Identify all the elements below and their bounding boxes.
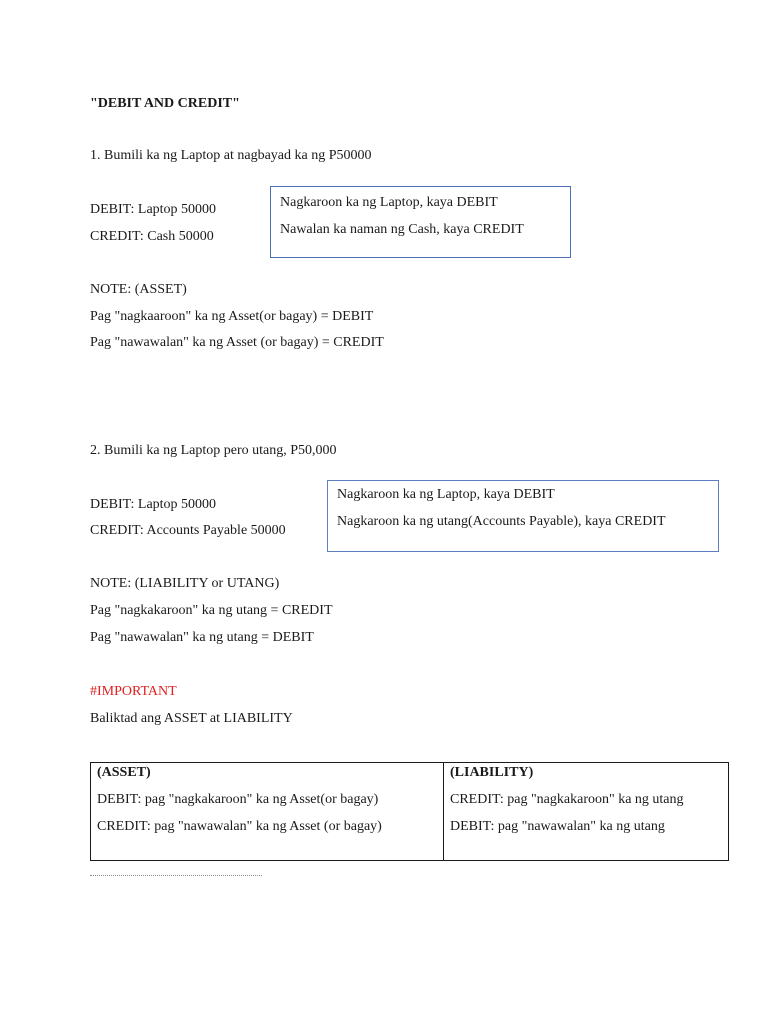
example1-heading: 1. Bumili ka ng Laptop at nagbayad ka ng P50000 <box>90 148 372 163</box>
liability-line: DEBIT: pag "nawawalan" ka ng utang <box>450 819 665 834</box>
example1-note-line: Pag "nagkaaroon" ka ng Asset(or bagay) = DEBIT <box>90 309 374 324</box>
liability-line: CREDIT: pag "nagkakaroon" ka ng utang <box>450 792 684 807</box>
example1-box-line: Nawalan ka naman ng Cash, kaya CREDIT <box>280 222 524 237</box>
dotted-divider <box>90 875 262 876</box>
asset-header: (ASSET) <box>97 765 151 780</box>
example2-credit: CREDIT: Accounts Payable 50000 <box>90 523 286 538</box>
example2-box-line: Nagkaroon ka ng Laptop, kaya DEBIT <box>337 487 555 502</box>
liability-header: (LIABILITY) <box>450 765 534 780</box>
example1-debit: DEBIT: Laptop 50000 <box>90 202 217 217</box>
asset-line: DEBIT: pag "nagkakaroon" ka ng Asset(or bagay) <box>97 792 379 807</box>
example2-heading: 2. Bumili ka ng Laptop pero utang, P50,000 <box>90 443 337 458</box>
example2-note-line: Pag "nawawalan" ka ng utang = DEBIT <box>90 630 314 645</box>
example1-explanation-box <box>270 186 571 258</box>
important-text: Baliktad ang ASSET at LIABILITY <box>90 711 293 726</box>
asset-line: CREDIT: pag "nawawalan" ka ng Asset (or bagay) <box>97 819 382 834</box>
example2-debit: DEBIT: Laptop 50000 <box>90 497 217 512</box>
example2-note-line: Pag "nagkakaroon" ka ng utang = CREDIT <box>90 603 333 618</box>
example2-box-line: Nagkaroon ka ng utang(Accounts Payable), kaya CREDIT <box>337 514 666 529</box>
example2-note-title: NOTE: (LIABILITY or UTANG) <box>90 576 280 591</box>
page-title: "DEBIT AND CREDIT" <box>90 96 240 111</box>
important-label: #IMPORTANT <box>90 684 177 699</box>
table-row <box>91 763 729 861</box>
example1-note-title: NOTE: (ASSET) <box>90 282 187 297</box>
liability-cell <box>444 763 729 861</box>
example1-note-line: Pag "nawawalan" ka ng Asset (or bagay) = CREDIT <box>90 335 384 350</box>
asset-cell <box>91 763 444 861</box>
example1-box-line: Nagkaroon ka ng Laptop, kaya DEBIT <box>280 195 498 210</box>
example2-explanation-box <box>327 480 719 552</box>
summary-table <box>90 762 729 861</box>
example1-credit: CREDIT: Cash 50000 <box>90 229 214 244</box>
